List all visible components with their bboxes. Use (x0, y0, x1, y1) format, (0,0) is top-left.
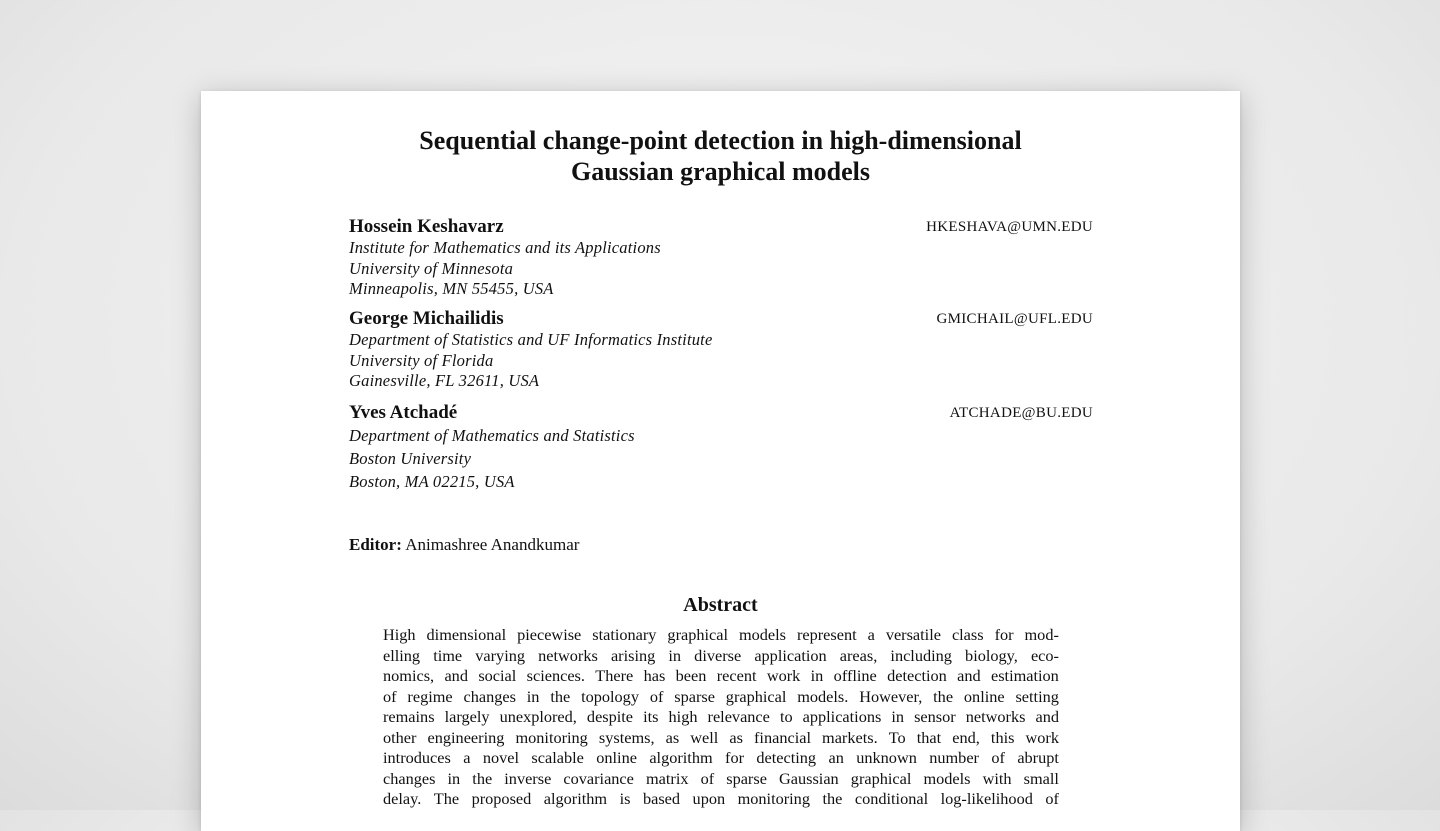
author-affiliation-line: Boston, MA 02215, USA (349, 472, 515, 491)
abstract-word: class (951, 625, 984, 644)
abstract-word: proposed (471, 789, 532, 808)
abstract-word: social (478, 666, 517, 685)
abstract-word: stationary (592, 625, 657, 644)
abstract-word: its (643, 707, 659, 726)
abstract-line (383, 625, 1059, 646)
author-name: Hossein Keshavarz (349, 216, 504, 237)
abstract-word: offline (833, 666, 877, 685)
abstract-word: sparse (726, 768, 767, 788)
editor-name: Animashree Anandkumar (405, 535, 580, 554)
abstract-line (383, 769, 1059, 790)
abstract-word: piecewise (517, 625, 582, 644)
author-affiliation-line: Gainesville, FL 32611, USA (349, 371, 540, 390)
abstract-word: work (766, 666, 801, 685)
abstract-word: of (700, 768, 715, 788)
abstract-word: sciences. (526, 666, 585, 685)
abstract-line (383, 728, 1059, 749)
abstract-word: and (1035, 707, 1059, 726)
abstract-word: end, (952, 727, 980, 747)
abstract-word: graphical (667, 625, 728, 644)
abstract-word: algorithm (649, 748, 713, 767)
abstract-word: markets. (822, 727, 878, 747)
abstract-word: remains (383, 707, 435, 726)
abstract-word: graphical (725, 686, 787, 706)
abstract-word: recent (716, 666, 757, 685)
abstract-word: monitoring (737, 789, 810, 808)
abstract-word: despite (586, 707, 634, 726)
abstract-word: of (991, 748, 1005, 767)
abstract-word: as (665, 727, 680, 747)
abstract-word: novel (482, 748, 520, 767)
abstract-word: networks (538, 645, 598, 665)
abstract-word: varying (475, 645, 525, 665)
abstract-word: online (963, 686, 1005, 706)
abstract-word: the (822, 789, 843, 808)
abstract-word: represent (796, 625, 857, 644)
abstract-word: including (890, 645, 952, 665)
abstract-word: been (675, 666, 707, 685)
abstract-word: to (779, 707, 793, 726)
abstract-word: for (994, 625, 1014, 644)
abstract-word: inverse (504, 768, 552, 788)
abstract-word: of (649, 686, 664, 706)
author-email[interactable]: HKESHAVA@UMN.EDU (926, 219, 1093, 235)
abstract-word: the (933, 686, 954, 706)
abstract-word: sensor (914, 707, 956, 726)
abstract-word: in (810, 666, 824, 685)
abstract-line (383, 789, 1059, 810)
abstract-word: other (383, 727, 417, 747)
author-email[interactable]: ATCHADE@BU.EDU (949, 405, 1093, 421)
abstract-word: eco- (1030, 645, 1059, 665)
author-affiliation-line: Department of Statistics and UF Informatics Institute (349, 330, 713, 349)
abstract-word: networks (965, 707, 1026, 726)
abstract-word: unexplored, (499, 707, 577, 726)
abstract-word: graphical (850, 768, 912, 788)
abstract-word: has (643, 666, 666, 685)
abstract-word: and (957, 666, 981, 685)
abstract-word: small (1023, 768, 1059, 788)
abstract-word: However, (859, 686, 923, 706)
abstract-word: estimation (991, 666, 1059, 685)
abstract-word: models. (797, 686, 849, 706)
abstract-word: online (596, 748, 637, 767)
abstract-word: high (668, 707, 698, 726)
abstract-word: a (463, 748, 471, 767)
abstract-word: the (472, 768, 493, 788)
abstract-word: largely (444, 707, 490, 726)
abstract-line (383, 707, 1059, 728)
abstract-word: application (754, 645, 827, 665)
abstract-word: with (982, 768, 1012, 788)
abstract-word: unknown (856, 748, 917, 767)
editor-line (349, 535, 579, 555)
editor-label: Editor: (349, 535, 402, 554)
abstract-word: for (725, 748, 745, 767)
abstract-body (383, 625, 1059, 810)
abstract-word: as (729, 727, 743, 747)
abstract-word: in (668, 645, 682, 665)
author-affiliation-line: Institute for Mathematics and its Applications (349, 238, 661, 257)
abstract-word: time (433, 645, 463, 665)
abstract-word: models (923, 768, 971, 788)
author-affiliation-line: Minneapolis, MN 55455, USA (349, 279, 554, 298)
abstract-word: setting (1015, 686, 1059, 706)
abstract-word: arising (610, 645, 656, 665)
abstract-word: upon (692, 789, 726, 808)
abstract-word: diverse (694, 645, 742, 665)
abstract-word: detection (887, 666, 947, 685)
abstract-word: mod- (1024, 625, 1059, 644)
author-name: George Michailidis (349, 308, 504, 329)
paper-page (201, 91, 1240, 831)
abstract-word: changes (463, 686, 516, 706)
abstract-word: a (867, 625, 875, 644)
abstract-word: is (619, 789, 631, 808)
author-affiliation-line: Department of Mathematics and Statistics (349, 426, 635, 445)
abstract-word: changes (383, 768, 436, 788)
title-line-1: Sequential change-point detection in high-dimensional (419, 126, 1022, 155)
abstract-word: models (738, 625, 786, 644)
abstract-line (383, 687, 1059, 708)
abstract-word: sparse (674, 686, 715, 706)
abstract-word: systems, (598, 727, 655, 747)
abstract-word: There (595, 666, 634, 685)
abstract-word: dimensional (426, 625, 507, 644)
author-email[interactable]: GMICHAIL@UFL.EDU (936, 311, 1093, 327)
abstract-word: versatile (885, 625, 941, 644)
abstract-word: of (1045, 789, 1059, 808)
abstract-word: financial (754, 727, 811, 747)
abstract-word: in (891, 707, 905, 726)
abstract-word: matrix (645, 768, 689, 788)
abstract-word: in (526, 686, 540, 706)
abstract-line (383, 666, 1059, 687)
abstract-word: log-likelihood (940, 789, 1033, 808)
abstract-word: scalable (531, 748, 584, 767)
abstract-word: the (550, 686, 571, 706)
abstract-word: this (990, 727, 1015, 747)
abstract-word: nomics, (383, 666, 435, 685)
author-name: Yves Atchadé (349, 402, 458, 423)
abstract-word: Gaussian (779, 768, 839, 788)
abstract-word: biology, (965, 645, 1018, 665)
abstract-word: detecting (756, 748, 817, 767)
title-line-2: Gaussian graphical models (570, 157, 871, 186)
abstract-word: work (1025, 727, 1059, 747)
abstract-heading: Abstract (683, 594, 758, 616)
abstract-word: and (444, 666, 468, 685)
abstract-word: covariance (563, 768, 634, 788)
author-block-keshavarz (349, 216, 1093, 300)
abstract-word: number (929, 748, 979, 767)
author-affiliation-line: University of Florida (349, 350, 494, 370)
abstract-line (383, 748, 1059, 769)
abstract-word: To (888, 727, 906, 747)
abstract-word: well (690, 727, 719, 747)
abstract-word: areas, (839, 645, 878, 665)
author-block-atchade (349, 402, 1093, 493)
abstract-word: conditional (854, 789, 929, 808)
author-block-michailidis (349, 308, 1093, 392)
abstract-word: High (383, 625, 416, 644)
abstract-word: The (433, 789, 460, 808)
paper-title (201, 125, 1240, 187)
abstract-word: elling (383, 645, 421, 665)
abstract-line (383, 646, 1059, 667)
author-affiliation-line: University of Minnesota (349, 258, 514, 278)
abstract-word: monitoring (515, 727, 588, 747)
abstract-word: abrupt (1017, 748, 1059, 767)
abstract-word: topology (581, 686, 639, 706)
abstract-word: that (916, 727, 942, 747)
abstract-word: regime (407, 686, 453, 706)
author-affiliation-line: Boston University (349, 449, 472, 468)
abstract-word: engineering (427, 727, 505, 747)
abstract-word: applications (802, 707, 882, 726)
abstract-word: in (447, 768, 461, 788)
abstract-word: based (642, 789, 681, 808)
abstract-word: relevance (707, 707, 770, 726)
abstract-word: introduces (383, 748, 451, 767)
abstract-word: of (383, 686, 397, 706)
abstract-word: algorithm (543, 789, 608, 808)
abstract-word: an (828, 748, 844, 767)
abstract-word: delay. (383, 789, 422, 808)
